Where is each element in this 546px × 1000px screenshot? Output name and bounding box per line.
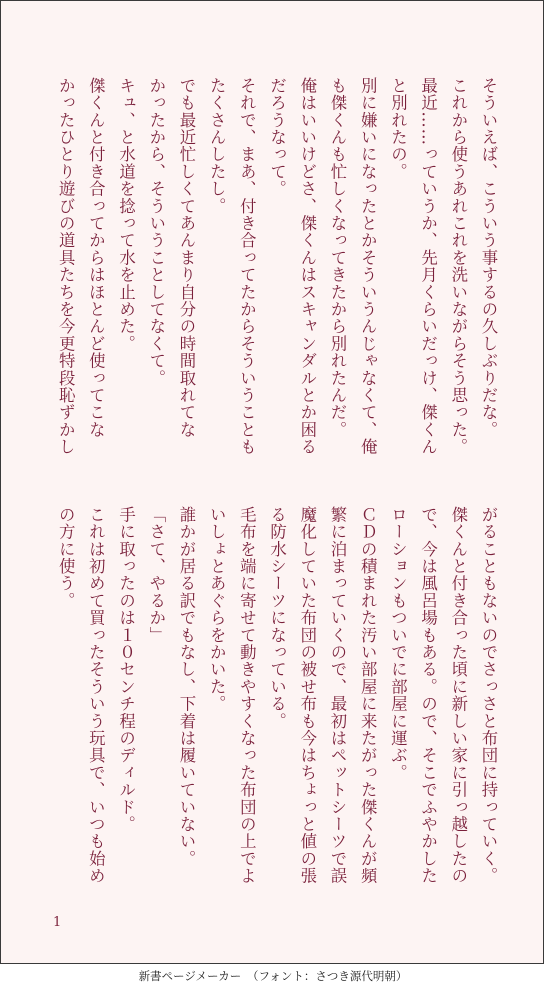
text-block-lower <box>53 506 503 886</box>
text-block-upper <box>53 77 503 457</box>
text-column: も傑くんも忙しくなってきたから別れたんだ。 <box>327 77 347 439</box>
text-column: ローションもついでに部屋に運ぶ。 <box>388 506 408 782</box>
text-column: と別れたの。 <box>388 77 408 181</box>
page-number: 1 <box>53 915 62 930</box>
text-column: これは初めて買ったそういう玩具で、いつも始め <box>86 506 106 885</box>
text-column: それで、まあ、付き合ってたからそういうことも <box>237 77 257 456</box>
text-column: 毛布を端に寄せて動きやすくなった布団の上でよ <box>237 506 257 885</box>
text-column: これから使うあれこれを洗いながらそう思った。 <box>448 77 468 456</box>
text-column: かったから、そういうことしてなくて。 <box>146 77 166 387</box>
text-column: 「さて、やるか」 <box>146 506 166 644</box>
text-column: でも最近忙しくてあんまり自分の時間取れてな <box>176 77 196 439</box>
text-column: る防水シーツになっている。 <box>267 506 287 730</box>
text-column: たくさんしたし。 <box>207 77 227 215</box>
text-column: 傑くんと付き合った頃に新しい家に引っ越したの <box>448 506 468 885</box>
text-column: 別に嫌いになったとかそういうんじゃなくて、俺 <box>358 77 378 456</box>
text-column: 魔化していた布団の被せ布も今はちょっと値の張 <box>297 506 317 885</box>
text-column: の方に使う。 <box>56 506 76 610</box>
text-column: 誰かが居る訳でもなし、下着は履いていない。 <box>176 506 196 868</box>
text-column: 最近……っていうか、先月くらいだっけ、傑くん <box>418 77 438 456</box>
text-column: かったひとり遊びの道具たちを今更特段恥ずかし <box>56 77 76 456</box>
text-column: 手に取ったのは１０センチ程のディルド。 <box>116 506 136 833</box>
text-column: 俺はいいけどさ、傑くんはスキャンダルとか困る <box>297 77 317 456</box>
text-column: がることもないのでさっさと布団に持っていく。 <box>479 506 498 885</box>
text-column: そういえば、こういう事するの久しぶりだな。 <box>479 77 498 439</box>
text-column: 傑くんと付き合ってからはほとんど使ってこな <box>86 77 106 439</box>
text-column: キュ、と水道を捻って水を止めた。 <box>116 77 136 353</box>
text-column: いしょとあぐらをかいた。 <box>207 506 227 713</box>
text-column: で、今は風呂場もある。ので、そこでふやかした <box>418 506 438 885</box>
text-column: だろうなって。 <box>267 77 287 198</box>
text-column: ＣＤの積まれた汚い部屋に来たがった傑くんが頻 <box>358 506 378 885</box>
text-column: 繁に泊まっていくので、最初はペットシーツで誤 <box>327 506 347 885</box>
footer-caption: 新書ページメーカー （フォント：さつき源代明朝） <box>138 969 408 983</box>
